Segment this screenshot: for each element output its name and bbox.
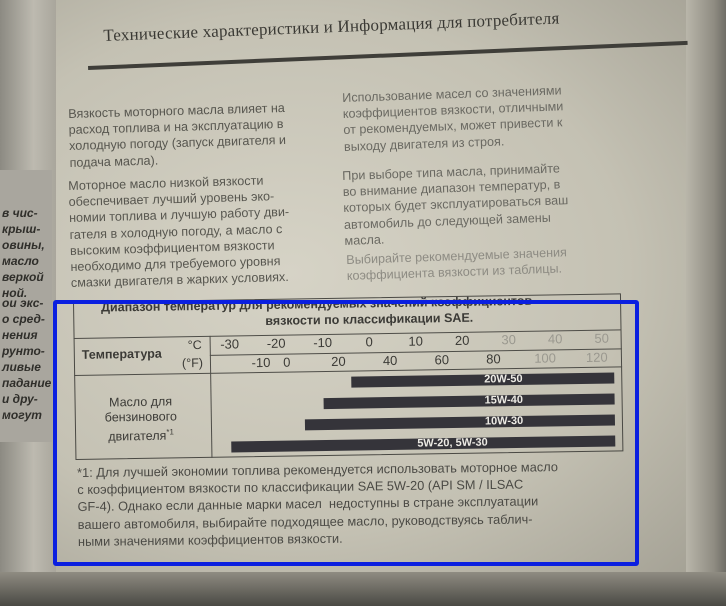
celsius-tick: 10: [408, 333, 424, 349]
fahrenheit-tick: 20: [331, 353, 346, 369]
oil-label-text: Масло для бензинового двигателя: [104, 394, 177, 444]
bottom-shadow: [0, 572, 726, 606]
right-paragraph-3: Выбирайте рекомендуемые значения коэффициента вязкости из таблицы.: [346, 245, 568, 284]
left-column-line: ливые: [2, 360, 41, 374]
fahrenheit-tick: 100: [534, 350, 557, 366]
fahrenheit-tick: 40: [382, 352, 398, 369]
celsius-tick: 40: [547, 331, 563, 347]
left-column-line: масло: [2, 254, 39, 268]
table-title-line-1: Диапазон температур для рекомендуемых значений коэффициентов: [100, 293, 533, 315]
fahrenheit-unit: (°F): [181, 355, 204, 371]
oil-label-footnote-mark: *1: [166, 427, 174, 437]
footnote-text: : Для лучшей экономии топлива рекомендуется использовать моторное масло с коэффициентом вязкости по классификации SAE 5W-20 (API SM / ILSAC GF-4). Однако если данные марки масел недоступны в стране эксплуатации вашего автомобиля, выбирайте подходящее масло, руководствуясь таблич- ными значениями коэффициентов вязкости.: [77, 459, 558, 549]
page-header: Технические характеристики и Информация для потребителя: [103, 8, 560, 45]
right-paragraph-2: При выборе типа масла, принимайте во внимание диапазон температур, в которых будет эксплуатироваться ваш автомобиль до следующей замены масла.: [342, 161, 569, 248]
left-column-line: ной.: [2, 286, 28, 300]
left-column-line: в чис-: [2, 206, 38, 220]
highlight-frame: [53, 300, 639, 566]
celsius-tick: 50: [594, 330, 609, 346]
left-column-line: и дру-: [2, 392, 38, 406]
left-column-line: крыш-: [2, 222, 41, 236]
left-column-line: ои экс-: [2, 296, 44, 310]
left-page-column: [0, 170, 52, 442]
celsius-tick: 0: [365, 334, 373, 350]
right-page-edge: [686, 0, 726, 606]
left-paragraph-1: Вязкость моторного масла влияет на расход топлива и на эксплуатацию в холодную погоду (запуск двигателя и подача масла).: [68, 100, 287, 170]
left-column-line: рунто-: [2, 344, 45, 358]
celsius-tick: -30: [220, 336, 240, 352]
footnote-mark: *1: [77, 464, 90, 480]
left-column-line: нения: [2, 328, 38, 342]
celsius-unit: °C: [187, 337, 202, 353]
left-paragraph-2: Моторное масло низкой вязкости обеспечивает лучший уровень эко- номии топлива и лучшую работу дви- гателя в холодную погоду, а масло с высоким коэффициентом вязкости необходимо для требуемого уровня смазки двигателя в жарких условиях.: [68, 173, 290, 291]
viscosity-bar-label: 10W-30: [484, 414, 524, 428]
right-paragraph-1: Использование масел со значениями коэффициентов вязкости, отличными от рекомендуемых, может привести к выходу двигателя из строя.: [342, 83, 564, 154]
celsius-tick: -20: [266, 335, 286, 351]
temperature-label: Температура: [81, 346, 162, 362]
left-column-line: падание: [2, 376, 52, 390]
left-column-line: могут: [2, 408, 42, 422]
fahrenheit-tick: 80: [486, 351, 501, 367]
fahrenheit-tick: 60: [434, 352, 450, 368]
celsius-tick: -10: [313, 334, 333, 351]
left-column-line: овины,: [2, 238, 45, 252]
left-column-line: веркой: [2, 270, 44, 284]
celsius-tick: 20: [454, 332, 470, 349]
viscosity-bar-label: 5W-20, 5W-30: [417, 436, 488, 450]
fahrenheit-tick: -10: [251, 354, 271, 371]
fahrenheit-tick: 120: [585, 349, 608, 365]
viscosity-bar-label: 20W-50: [484, 372, 523, 386]
header-rule: [88, 41, 688, 70]
viscosity-bar-label: 15W-40: [484, 393, 523, 407]
table-title-line-2: вязкости по классификации SAE.: [265, 310, 474, 328]
celsius-tick: 30: [501, 332, 516, 348]
left-column-line: о сред-: [2, 312, 45, 326]
fahrenheit-tick: 0: [283, 354, 291, 370]
